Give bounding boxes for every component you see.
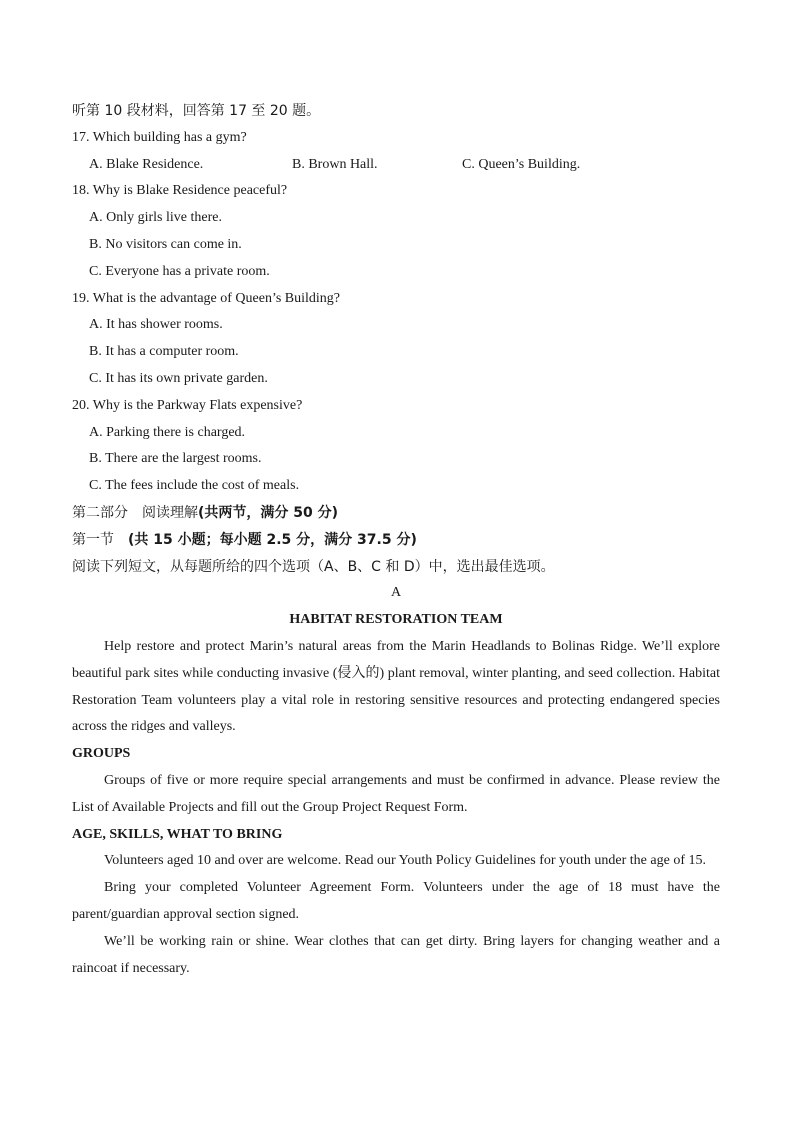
document-page [72, 98, 720, 982]
groups-heading: GROUPS [72, 746, 131, 762]
part-two-title-bold: (共两节，满分 50 分) [198, 504, 339, 521]
question-stem-19: 19. What is the advantage of Queen’s Building? [72, 290, 341, 306]
reading-instructions: 阅读下列短文，从每题所给的四个选项（A、B、C 和 D）中，选出最佳选项。 [72, 558, 555, 575]
option-b: B. Brown Hall. [292, 156, 378, 172]
section-one-label: 第一节 [72, 531, 114, 548]
passage-intro-paragraph: Help restore and protect Marin’s natural areas from the Marin Headlands to Bolinas Ridge. We’ll explore beautiful park sites while conducting invasive (侵入的) plant removal, winter planting, and seed collection. Habitat Restoration Team volunteers play a vital role in restoring sensitive resources and protecting endangered species across the ridges and valleys. [72, 638, 720, 735]
option-c: C. Queen’s Building. [462, 156, 581, 172]
passage-letter: A [390, 585, 402, 601]
option-c: C. The fees include the cost of meals. [89, 478, 300, 494]
option-a: A. It has shower rooms. [89, 317, 223, 333]
question-stem-18: 18. Why is Blake Residence peaceful? [72, 183, 288, 199]
option-b: B. No visitors can come in. [89, 236, 242, 252]
section-one-header [72, 527, 720, 554]
option-a: A. Parking there is charged. [89, 424, 246, 440]
age-paragraph: Volunteers aged 10 and over are welcome. Read our Youth Policy Guidelines for youth under the age of 15. [104, 853, 706, 869]
bring-paragraph: Bring your completed Volunteer Agreement Form. Volunteers under the age of 18 must have the parent/guardian approval section signed. [72, 880, 720, 922]
question-stem-17: 17. Which building has a gym? [72, 129, 247, 145]
listening-intro: 听第 10 段材料，回答第 17 至 20 题。 [72, 103, 321, 119]
part-two-title [72, 500, 720, 527]
question-options-17 [72, 152, 720, 179]
groups-paragraph: Groups of five or more require special arrangements and must be confirmed in advance. Please review the List of Available Projects and fill out the Group Project Request Form. [72, 772, 720, 815]
question-stem-20: 20. Why is the Parkway Flats expensive? [72, 397, 303, 413]
option-a: A. Only girls live there. [89, 210, 222, 226]
part-two-title-plain: 第二部分 阅读理解 [72, 504, 198, 521]
passage-body [72, 634, 720, 982]
option-c: C. Everyone has a private room. [89, 263, 270, 279]
age-skills-heading: AGE, SKILLS, WHAT TO BRING [72, 826, 283, 842]
passage-title: HABITAT RESTORATION TEAM [289, 612, 503, 628]
option-b: B. There are the largest rooms. [89, 451, 262, 467]
option-b: B. It has a computer room. [89, 344, 239, 360]
option-c: C. It has its own private garden. [89, 370, 268, 386]
weather-paragraph: We’ll be working rain or shine. Wear clothes that can get dirty. Bring layers for changing weather and a raincoat if necessary. [72, 933, 720, 976]
option-a: A. Blake Residence. [89, 156, 204, 172]
section-one-desc: (共 15 小题；每小题 2.5 分，满分 37.5 分) [114, 531, 417, 548]
